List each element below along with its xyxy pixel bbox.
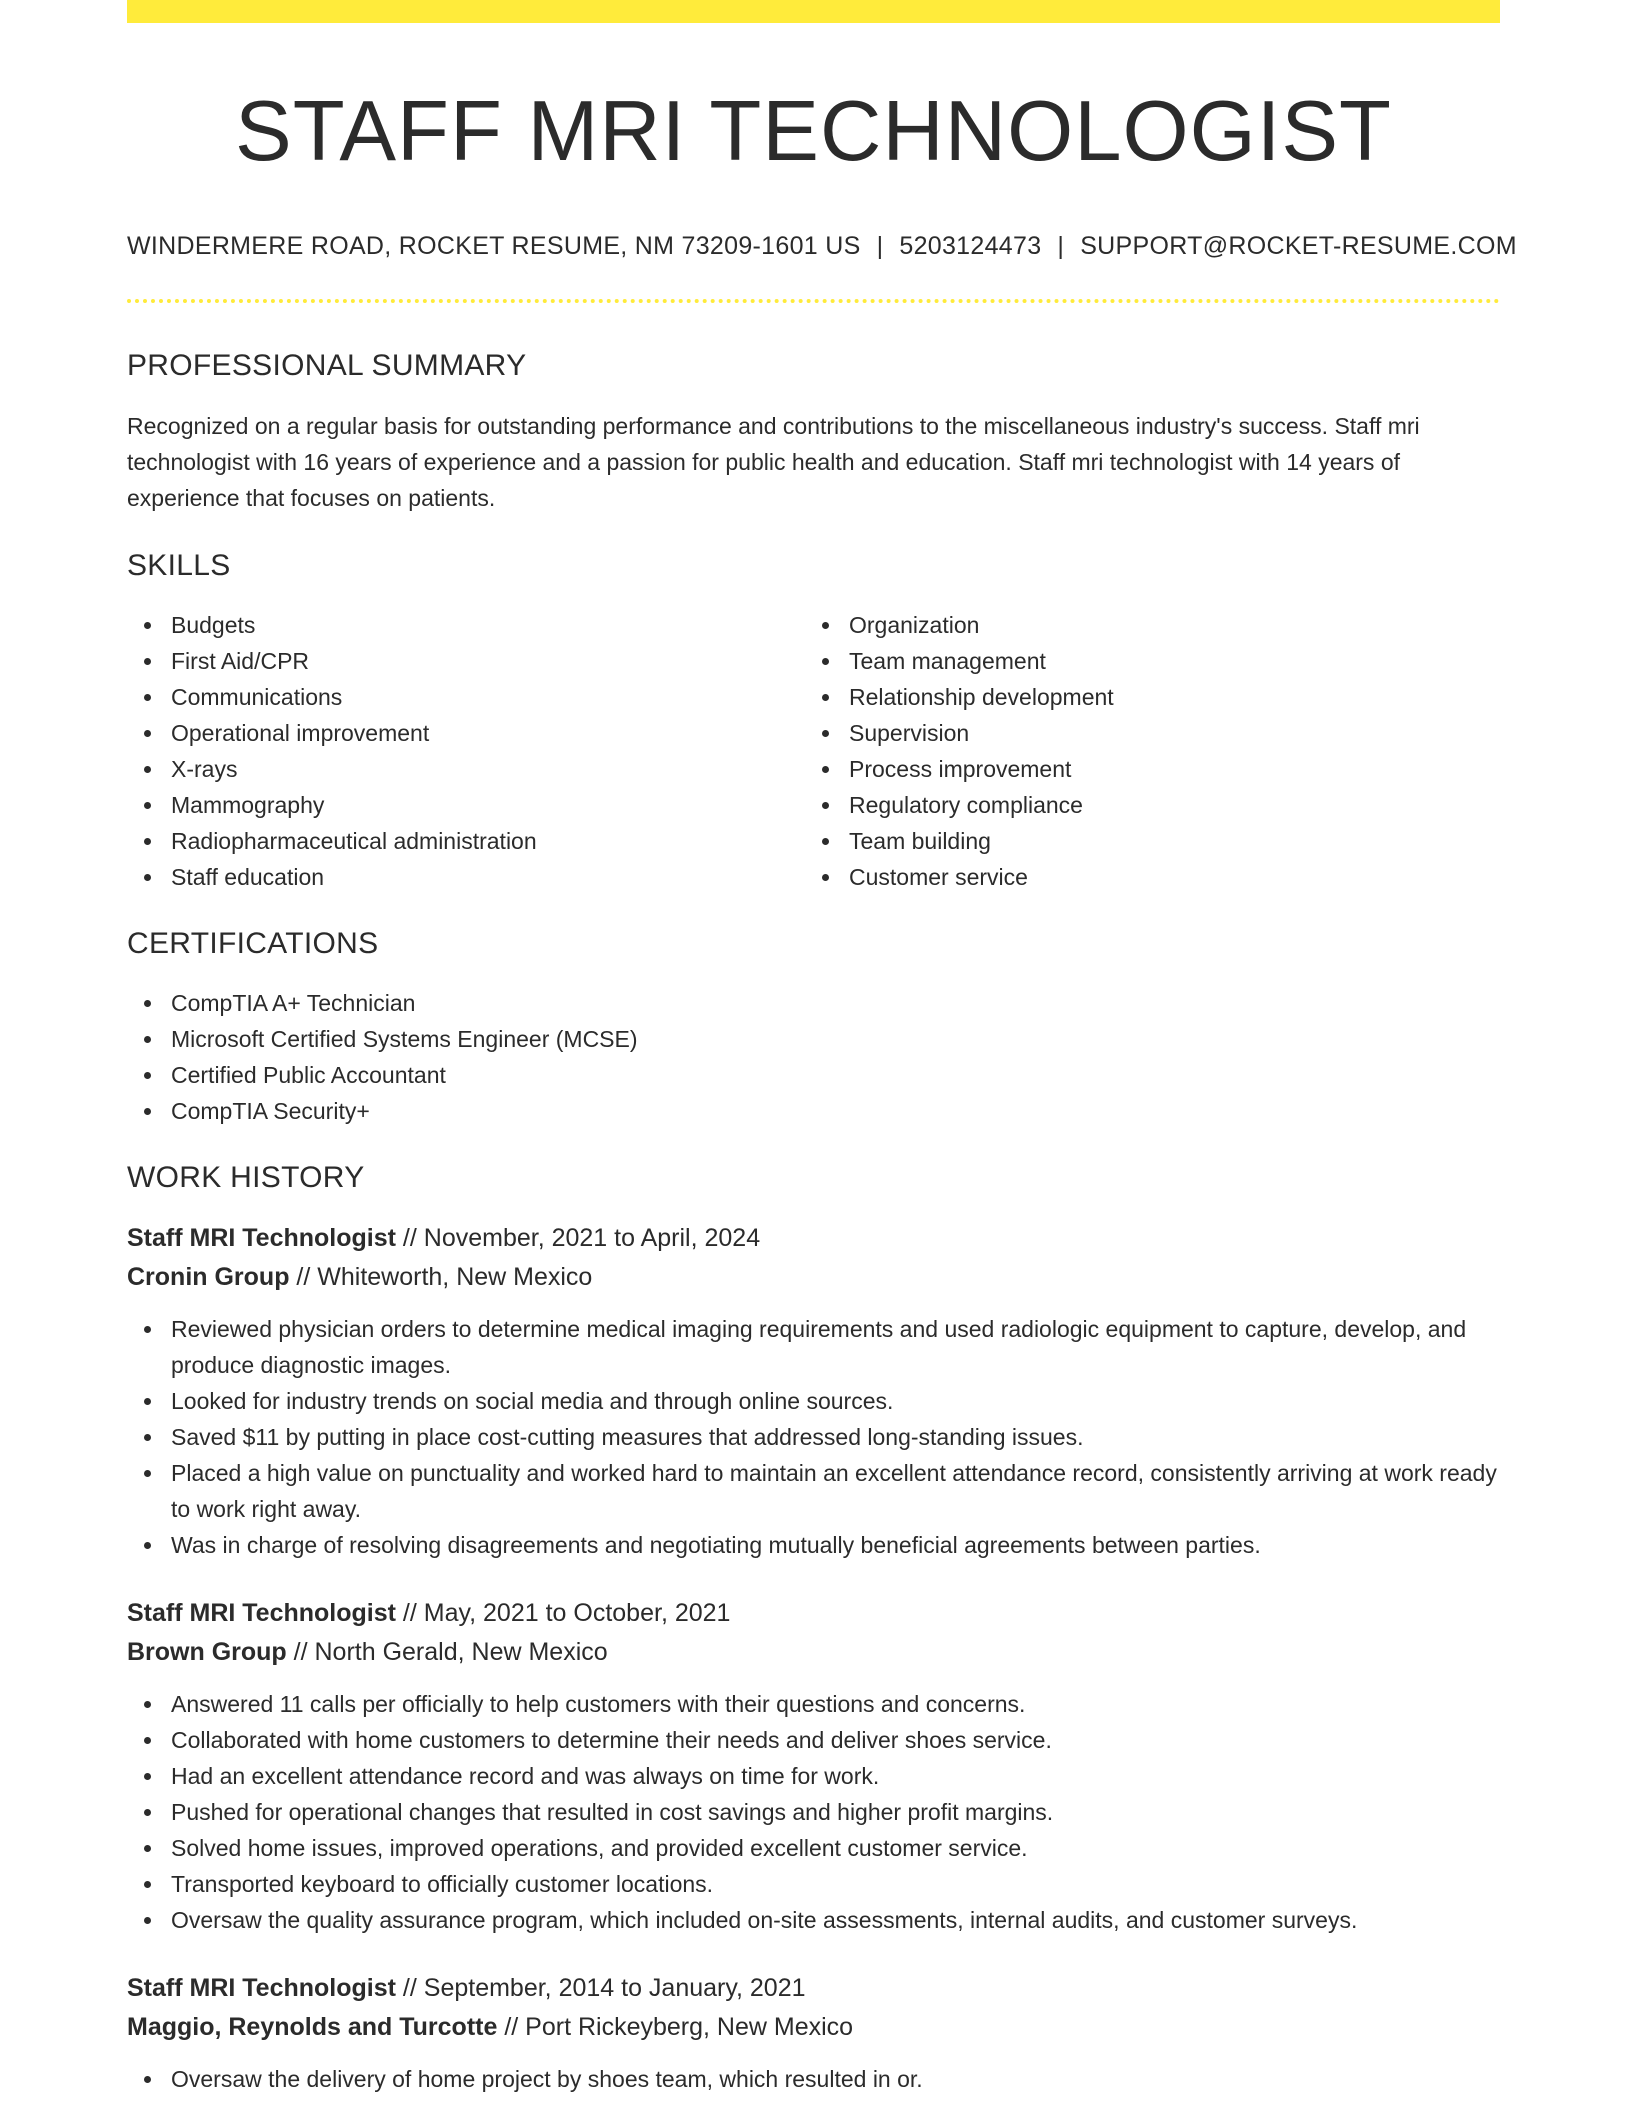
job-bullet: Reviewed physician orders to determine medical imaging requirements and used radiologic equipment to capture, develop, and produce diagnostic images. — [127, 1311, 1500, 1383]
job-role: Staff MRI Technologist — [127, 1973, 396, 2002]
job-bullet: Saved $11 by putting in place cost-cutting measures that addressed long-standing issues. — [127, 1419, 1500, 1455]
skill-item: X-rays — [127, 751, 805, 787]
skill-item: Operational improvement — [127, 715, 805, 751]
job-dates: // September, 2014 to January, 2021 — [395, 1973, 806, 2002]
job-title-line — [127, 1969, 1500, 2008]
skill-item: Team building — [805, 823, 1483, 859]
job-bullet: Placed a high value on punctuality and worked hard to maintain an excellent attendance record, consistently arriving at work ready to work right away. — [127, 1455, 1500, 1527]
skill-item: Radiopharmaceutical administration — [127, 823, 805, 859]
skills-heading: SKILLS — [127, 548, 231, 582]
job-bullet: Oversaw the quality assurance program, which included on-site assessments, internal audits, and customer surveys. — [127, 1902, 1500, 1938]
certifications-heading: CERTIFICATIONS — [127, 926, 379, 960]
skill-item: Communications — [127, 679, 805, 715]
skills-list-right — [805, 607, 1483, 895]
skill-item: First Aid/CPR — [127, 643, 805, 679]
job-title-line — [127, 1219, 1500, 1258]
skills-columns — [127, 607, 1500, 895]
skill-item: Budgets — [127, 607, 805, 643]
contact-address: WINDERMERE ROAD, ROCKET RESUME, NM 73209-1601 US — [127, 231, 861, 260]
skill-item: Customer service — [805, 859, 1483, 895]
job-bullets — [127, 2061, 1500, 2097]
job-dates: // May, 2021 to October, 2021 — [395, 1598, 731, 1627]
skills-list-left — [127, 607, 805, 895]
job-company: Maggio, Reynolds and Turcotte — [127, 2012, 498, 2041]
job-bullet: Was in charge of resolving disagreements and negotiating mutually beneficial agreements between parties. — [127, 1527, 1500, 1563]
job-dates: // November, 2021 to April, 2024 — [395, 1223, 761, 1252]
job-company: Brown Group — [127, 1637, 287, 1666]
certification-item: CompTIA Security+ — [127, 1093, 1500, 1129]
job-company-line — [127, 2008, 1500, 2047]
job-title-line — [127, 1594, 1500, 1633]
contact-separator: | — [1057, 231, 1065, 260]
job-company: Cronin Group — [127, 1262, 290, 1291]
skill-item: Mammography — [127, 787, 805, 823]
job-company-line — [127, 1258, 1500, 1297]
job-location: // Port Rickeyberg, New Mexico — [497, 2012, 854, 2041]
skill-item: Organization — [805, 607, 1483, 643]
skill-item: Regulatory compliance — [805, 787, 1483, 823]
job-bullet: Looked for industry trends on social media and through online sources. — [127, 1383, 1500, 1419]
job-bullet: Pushed for operational changes that resulted in cost savings and higher profit margins. — [127, 1794, 1500, 1830]
job-bullet: Solved home issues, improved operations, and provided excellent customer service. — [127, 1830, 1500, 1866]
dotted-divider — [127, 299, 1500, 303]
summary-heading: PROFESSIONAL SUMMARY — [127, 348, 527, 382]
job-bullet: Transported keyboard to officially customer locations. — [127, 1866, 1500, 1902]
job-bullet: Oversaw the delivery of home project by shoes team, which resulted in or. — [127, 2061, 1500, 2097]
job-bullet: Collaborated with home customers to determine their needs and deliver shoes service. — [127, 1722, 1500, 1758]
certification-item: Microsoft Certified Systems Engineer (MCSE) — [127, 1021, 1500, 1057]
contact-separator: | — [876, 231, 884, 260]
job-bullets — [127, 1686, 1500, 1938]
certification-item: Certified Public Accountant — [127, 1057, 1500, 1093]
skill-item: Process improvement — [805, 751, 1483, 787]
job-role: Staff MRI Technologist — [127, 1223, 396, 1252]
job-bullet: Had an excellent attendance record and was always on time for work. — [127, 1758, 1500, 1794]
resume-name: STAFF MRI TECHNOLOGIST — [235, 84, 1392, 179]
job-bullets — [127, 1311, 1500, 1563]
job-entry — [127, 1594, 1500, 1938]
certification-item: CompTIA A+ Technician — [127, 985, 1500, 1021]
summary-text: Recognized on a regular basis for outstanding performance and contributions to the miscellaneous industry's success. Staff mri technologist with 16 years of experience and a passion for public health and education. Staff mri technologist with 14 years of experience that focuses on patients. — [127, 412, 1420, 511]
skill-item: Relationship development — [805, 679, 1483, 715]
skill-item: Supervision — [805, 715, 1483, 751]
top-accent-bar — [127, 0, 1500, 23]
job-role: Staff MRI Technologist — [127, 1598, 396, 1627]
contact-email[interactable]: SUPPORT@ROCKET-RESUME.COM — [1080, 231, 1517, 260]
job-location: // Whiteworth, New Mexico — [289, 1262, 593, 1291]
contact-phone: 5203124473 — [899, 231, 1042, 260]
resume-page — [127, 0, 1517, 2097]
certifications-list — [127, 985, 1500, 1129]
job-company-line — [127, 1633, 1500, 1672]
contact-line — [127, 231, 1517, 261]
skill-item: Staff education — [127, 859, 805, 895]
skill-item: Team management — [805, 643, 1483, 679]
job-location: // North Gerald, New Mexico — [286, 1637, 608, 1666]
work-history-heading: WORK HISTORY — [127, 1160, 365, 1194]
job-entry — [127, 1219, 1500, 1563]
job-bullet: Answered 11 calls per officially to help customers with their questions and concerns. — [127, 1686, 1500, 1722]
job-entry — [127, 1969, 1500, 2097]
